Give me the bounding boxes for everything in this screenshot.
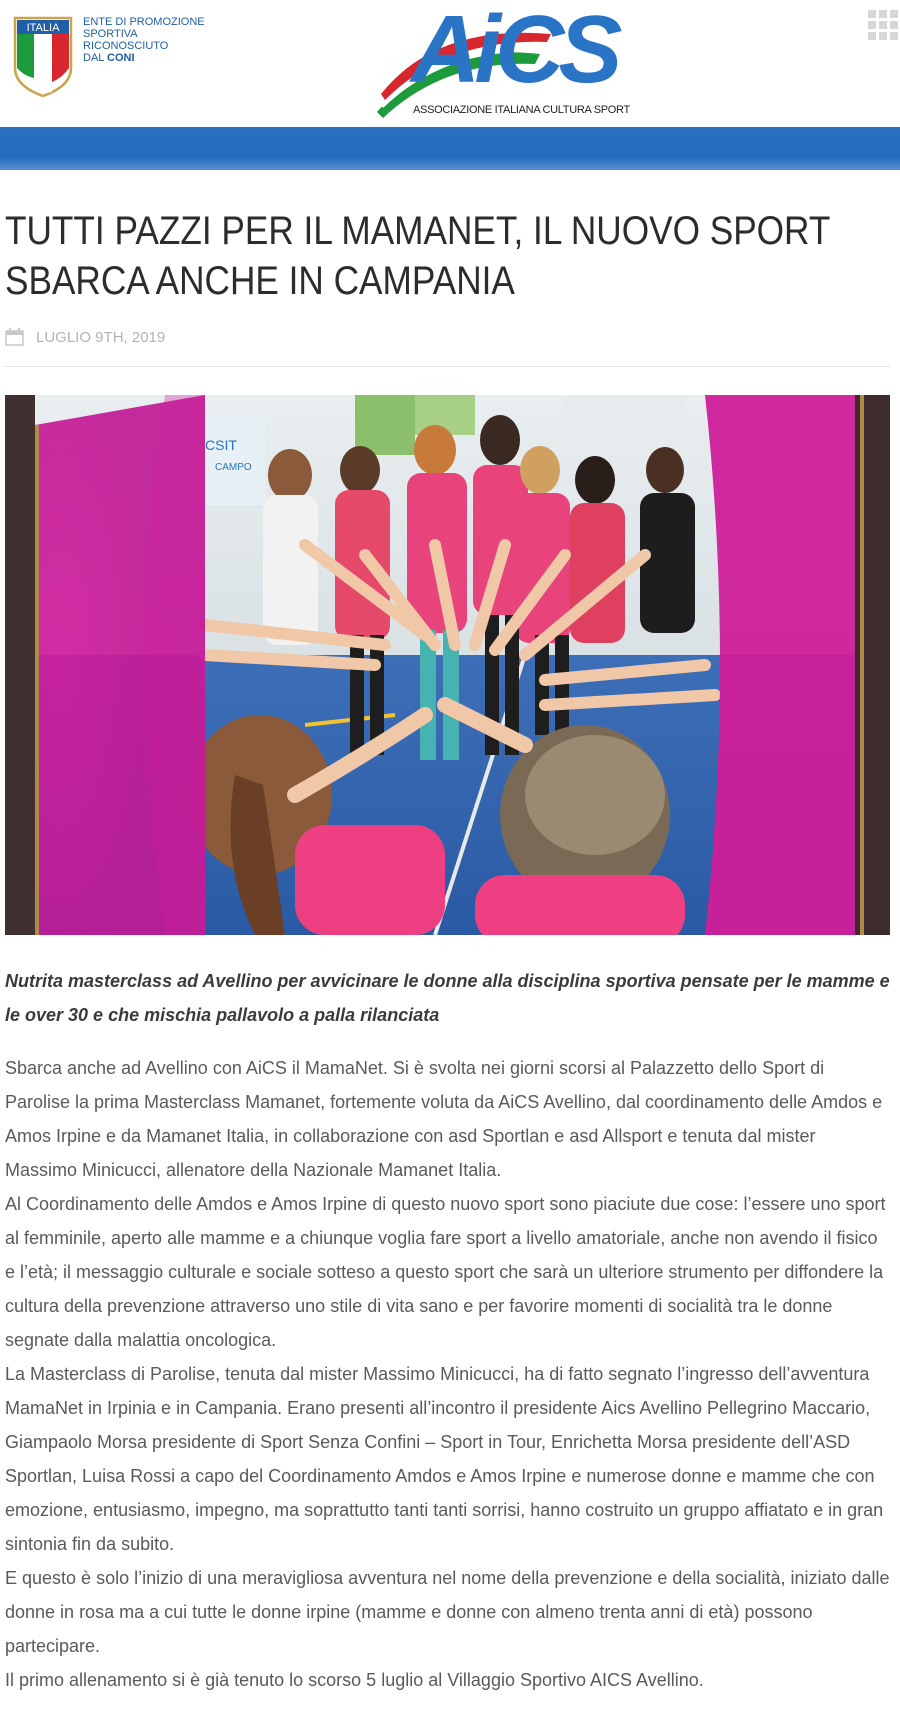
- coni-line: ENTE DI PROMOZIONE: [83, 16, 205, 28]
- svg-text:CSIT: CSIT: [205, 437, 237, 453]
- coni-line: SPORTIVA: [83, 28, 138, 40]
- logo-subtitle: ASSOCIAZIONE ITALIANA CULTURA SPORT: [413, 104, 630, 116]
- post-meta: [5, 326, 890, 348]
- post-body: [5, 1051, 890, 1697]
- post-paragraph: Al Coordinamento delle Amdos e Amos Irpine di questo nuovo sport sono piaciute due cose: l’essere uno sport al femminile, aperto alle mamme e a chiunque voglia fare sport a livello amatoriale, anche non avendo il fisico e l’età; il messaggio culturale e sociale sotteso a questo sport che sarà un ulteriore strumento per diffondere la cultura della prevenzione attraverso uno stile di vita sano e per favorire momenti di socialità tra le donne segnate dalla malattia oncologica.: [5, 1194, 886, 1350]
- post-paragraph: La Masterclass di Parolise, tenuta dal mister Massimo Minicucci, ha di fatto segnato l’ingresso dell’avventura MamaNet in Irpinia e in Campania. Erano presenti all’incontro il presidente Aics Avellino Pellegrino Maccario, Giampaolo Morsa presidente di Sport Senza Confini – Sport in Tour, Enrichetta Morsa presidente dell’ASD Sportlan, Luisa Rossi a capo del Coordinamento Amdos e Amos Irpine e numerose donne e mamme che con emozione, entusiasmo, impegno, ma soprattutto tanti tanti sorrisi, hanno costruito un gruppo affiatato e in gran sintonia fin da subito.: [5, 1364, 884, 1554]
- post-title: TUTTI PAZZI PER IL MAMANET, IL NUOVO SPORT SBARCA ANCHE IN CAMPANIA: [5, 209, 830, 303]
- coni-recognition-text: [83, 16, 205, 64]
- grid-menu-icon[interactable]: [868, 10, 900, 42]
- coni-line: DAL CONI: [83, 52, 135, 64]
- aics-logo[interactable]: [375, 2, 650, 120]
- post-paragraph: Sbarca anche ad Avellino con AiCS il MamaNet. Si è svolta nei giorni scorsi al Palazzetto dello Sport di Parolise la prima Masterclass Mamanet, fortemente voluta da AiCS Avellino, dal coordinamento delle Amdos e Amos Irpine e da Mamanet Italia, in collaborazione con asd Sportlan e asd Allsport e tenuta dal mister Massimo Minicucci, allenatore della Nazionale Mamanet Italia.: [5, 1058, 883, 1180]
- svg-text:CAMPO: CAMPO: [215, 462, 252, 473]
- group-hands-photo: [5, 395, 890, 935]
- post-paragraph: E questo è solo l’inizio di una meravigliosa avventura nel nome della prevenzione e della socialità, iniziato dalle donne in rosa ma a cui tutte le donne irpine (mamme e donne con almeno trenta anni di età) possono partecipare.: [5, 1568, 890, 1656]
- italia-coni-badge-icon[interactable]: [12, 16, 74, 98]
- divider: [5, 366, 890, 367]
- italia-badge-label: ITALIA: [26, 22, 60, 34]
- post-lead: Nutrita masterclass ad Avellino per avvicinare le donne alla disciplina sportiva pensate per le mamme e le over 30 e che mischia pallavolo a palla rilanciata: [5, 971, 890, 1025]
- article: [5, 170, 890, 1697]
- coni-line: RICONOSCIUTO: [83, 40, 169, 52]
- calendar-icon: [5, 328, 24, 346]
- logo-wordmark: AiCS: [411, 0, 617, 103]
- site-header: [0, 0, 900, 127]
- post-date: LUGLIO 9TH, 2019: [36, 328, 166, 346]
- navigation-bar: [0, 127, 900, 170]
- featured-image[interactable]: [5, 395, 890, 935]
- post-paragraph: Il primo allenamento si è già tenuto lo scorso 5 luglio al Villaggio Sportivo AICS Avellino.: [5, 1670, 704, 1690]
